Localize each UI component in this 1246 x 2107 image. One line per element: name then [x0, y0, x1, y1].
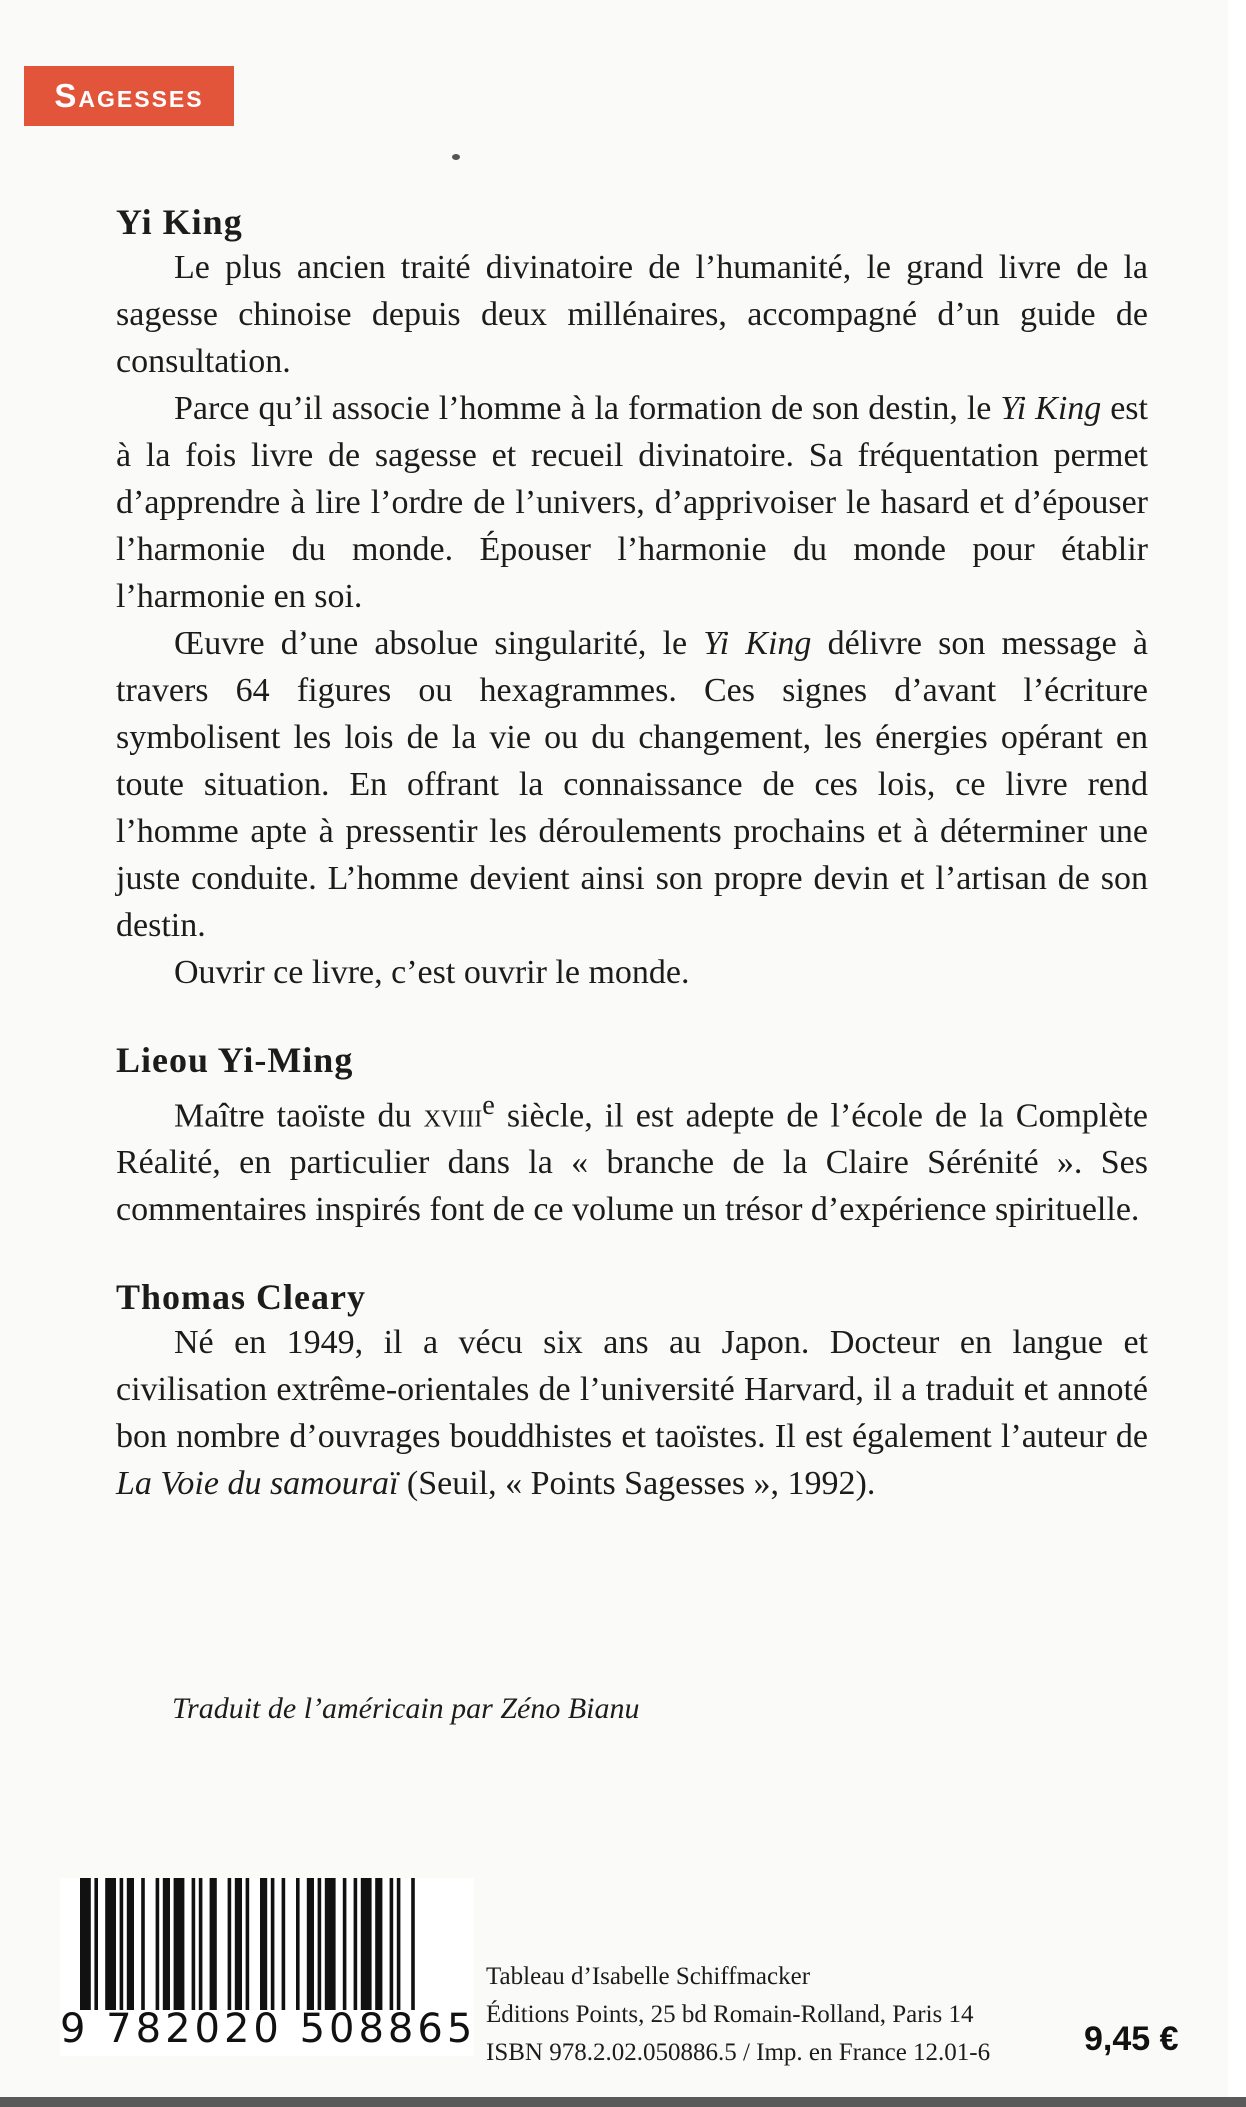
- text-run: (Seuil, « Points Sagesses », 1992).: [398, 1465, 876, 1503]
- speck: [452, 154, 460, 160]
- barcode-digits: 9 782020 508865: [60, 2006, 477, 2052]
- paragraph: [116, 385, 1148, 620]
- text-run: Parce qu’il associe l’homme à la formation de son destin, le: [174, 390, 1001, 427]
- bottom-edge: [0, 2097, 1246, 2107]
- italic-title: Yi King: [703, 625, 812, 662]
- paragraph: [116, 1082, 1148, 1233]
- section-thomas-cleary: [116, 1275, 1148, 1507]
- section-title: Yi King: [116, 202, 243, 242]
- paragraph: Ouvrir ce livre, c’est ouvrir le monde.: [174, 954, 690, 991]
- price: 9,45 €: [1084, 2020, 1179, 2058]
- text-run: Né en 1949, il a vécu six ans au Japon. Docteur en langue et civilisation extrême-orientales de l’université Harvard, il a traduit et annoté bon nombre d’ouvrages bouddhistes et taoïstes. Il est également l’auteur de: [116, 1324, 1148, 1456]
- italic-title: La Voie du samouraï: [116, 1465, 399, 1503]
- collection-badge: Sagesses: [24, 66, 234, 126]
- century: xviii: [423, 1097, 483, 1135]
- superscript: e: [482, 1090, 495, 1121]
- text-run: Maître taoïste du: [174, 1097, 424, 1135]
- text-run: siècle, il est adepte de l’école de la Complète Réalité, en particulier dans la « branche de la Claire Sérénité ». Ses commentaires inspirés font de ce volume un trésor d’expérience spirituelle.: [116, 1097, 1148, 1229]
- publisher-info: [486, 1958, 990, 2072]
- page-edge: [1228, 0, 1246, 2107]
- text-run: Œuvre d’une absolue singularité, le: [174, 625, 704, 662]
- paragraph: Le plus ancien traité divinatoire de l’humanité, le grand livre de la sagesse chinoise depuis deux millénaires, accompagné d’un guide de consultation.: [116, 249, 1148, 380]
- isbn-line: ISBN 978.2.02.050886.5 / Imp. en France 12.01-6: [486, 2039, 991, 2066]
- paragraph: [116, 1319, 1148, 1507]
- text-run: délivre son message à travers 64 figures ou hexagrammes. Ces signes d’avant l’écriture symbolisent les lois de la vie ou du changement, les énergies opérant en toute situation. En offrant la connaissance de ces lois, ce livre rend l’homme apte à pressentir les déroulements prochains et à déterminer une juste conduite. L’homme devient ainsi son propre devin et l’artisan de son destin.: [116, 625, 1148, 944]
- publisher-address: Éditions Points, 25 bd Romain-Rolland, Paris 14: [486, 2001, 974, 2028]
- paragraph: [116, 620, 1148, 949]
- italic-title: Yi King: [1000, 390, 1102, 427]
- section-lieou-yi-ming: [116, 1038, 1148, 1233]
- translator-credit: Traduit de l’américain par Zéno Bianu: [172, 1692, 640, 1725]
- section-title: Thomas Cleary: [116, 1277, 366, 1318]
- text-run: est à la fois livre de sagesse et recueil divinatoire. Sa fréquentation permet d’apprendre à lire l’ordre de l’univers, d’apprivoiser le hasard et d’épouser l’harmonie du monde. Épouser l’harmonie du monde pour établir l’harmonie en soi.: [116, 390, 1148, 615]
- barcode-bars: [60, 1878, 474, 2010]
- section-yi-king: [116, 200, 1148, 996]
- blurb: [116, 200, 1148, 1549]
- artwork-credit: Tableau d’Isabelle Schiffmacker: [486, 1963, 811, 1990]
- section-title: Lieou Yi-Ming: [116, 1040, 354, 1080]
